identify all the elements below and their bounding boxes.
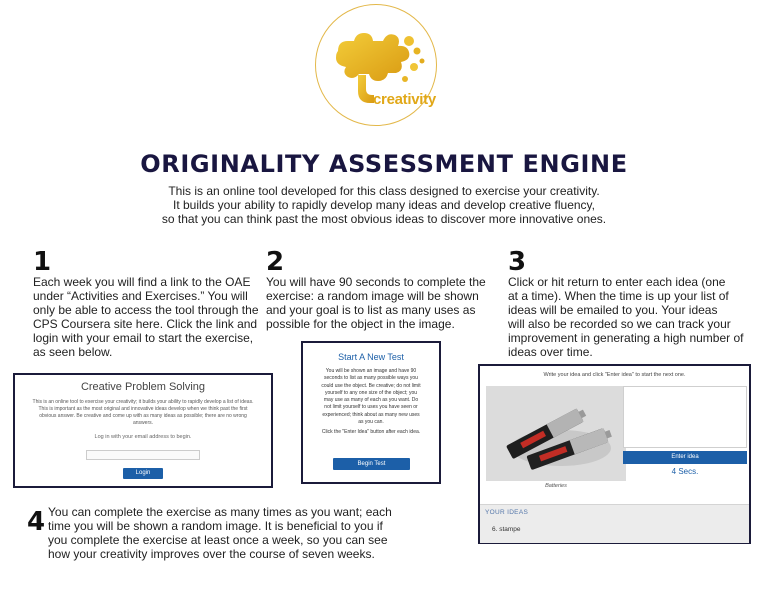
image-caption: Batteries [545, 483, 567, 489]
step-line: and your goal is to list as many uses as [266, 303, 476, 317]
step-number: 3 [508, 247, 527, 277]
step-line: time you will be shown a random image. It is beneficial to you if [48, 519, 383, 533]
list-item: 6. stampe [492, 526, 521, 533]
step-text [266, 275, 491, 331]
cps-desc-line: obvious answer. Be creative and come up with as many ideas as possible; there are no wrong [39, 413, 247, 419]
step-line: Each week you will find a link to the OAE [33, 275, 251, 289]
start-desc-line: not limit yourself to uses you have seen or [324, 404, 418, 411]
start-desc-line: yourself to any one size of the object; you [325, 389, 417, 396]
start-test-description [310, 368, 432, 437]
intro-line: so that you can think past the most obvious ideas to discover more innovative ones. [161, 212, 607, 226]
oae-exercise-screenshot [478, 364, 751, 544]
step-line: You will have 90 seconds to complete the [266, 275, 486, 289]
puzzle-creativity-icon [316, 5, 438, 127]
step-line: possible for the object in the image. [266, 317, 455, 331]
step-line: how your creativity improves over the course of seven weeks. [48, 547, 375, 561]
start-desc-line: Click the "Enter Idea" button after each idea. [321, 429, 421, 436]
step-number: 1 [33, 247, 52, 277]
step-line: only be able to access the tool through the [33, 303, 259, 317]
intro-line: This is an online tool developed for this class designed to exercise your creativity. [168, 184, 600, 198]
login-button[interactable]: Login [123, 468, 163, 479]
step-1 [33, 249, 263, 359]
oae-prompt: Write your idea and click "Enter idea" to start the next one. [543, 372, 686, 378]
your-ideas-header: YOUR IDEAS [485, 509, 529, 516]
step-line: exercise: a random image will be shown [266, 289, 479, 303]
start-desc-line: could use the object. Be creative; do not limit [321, 382, 421, 389]
cps-login-screenshot [13, 373, 273, 488]
step-line: CPS Coursera site here. Click the link and [33, 317, 258, 331]
step-text [508, 275, 758, 359]
cps-description [19, 399, 267, 427]
start-test-title: Start A New Test [338, 352, 404, 362]
start-desc-line: experienced; think about as many new uses [322, 411, 420, 418]
idea-input[interactable] [623, 386, 747, 448]
batteries-image [486, 386, 626, 481]
start-desc-line: seconds to list as many possible ways you [324, 375, 418, 382]
step-text [33, 275, 263, 359]
step-line: Click or hit return to enter each idea (one [508, 275, 726, 289]
cps-desc-line: This is important as the most original and innovative ideas develop when we think past the first [38, 406, 248, 412]
step-number: 2 [266, 247, 285, 277]
step-line: you complete the exercise at least once a week, so you can see [48, 533, 388, 547]
cps-desc-line: This is an online tool to exercise your creativity; it builds your ability to rapidly develop a list of ideas. [32, 399, 254, 405]
step-line: as seen below. [33, 345, 113, 359]
batteries-icon [486, 386, 626, 481]
cps-login-label: Log in with your email address to begin. [94, 434, 192, 440]
creativity-logo [315, 4, 437, 126]
intro-line: It builds your ability to rapidly develop many ideas and develop creative fluency, [172, 198, 595, 212]
step-line: ideas will be emailed to you. Your ideas [508, 303, 718, 317]
intro-text [0, 184, 768, 226]
step-line: login with your email to start the exercise, [33, 331, 254, 345]
start-test-screenshot [301, 341, 441, 484]
step-line: ideas over time. [508, 345, 593, 359]
countdown-timer: 4 Secs. [671, 467, 699, 476]
step-line: at a time). When the time is up your list of [508, 289, 729, 303]
start-desc-line: You will be shown an image and have 90 [325, 368, 417, 374]
page-title: ORIGINALITY ASSESSMENT ENGINE [140, 150, 628, 178]
logo-word: creativity [373, 91, 436, 108]
step-line: will also be recorded so we can track your [508, 317, 731, 331]
begin-test-button[interactable]: Begin Test [333, 458, 410, 470]
step-3 [508, 249, 758, 359]
your-ideas-section [480, 504, 749, 543]
start-desc-line: may use as many of each as you want. Do [323, 397, 419, 404]
step-text [48, 505, 468, 561]
step-line: improvement in generating a high number of [508, 331, 744, 345]
step-number: 4 [27, 507, 46, 537]
step-line: You can complete the exercise as many times as you want; each [48, 505, 392, 519]
email-field[interactable] [86, 450, 200, 460]
enter-idea-button[interactable]: Enter idea [623, 451, 747, 464]
step-line: under “Activities and Exercises.” You will [33, 289, 248, 303]
cps-desc-line: answers. [132, 420, 153, 426]
step-2 [266, 249, 491, 331]
cps-title: Creative Problem Solving [80, 381, 206, 393]
start-desc-line: as you can. [358, 419, 384, 426]
